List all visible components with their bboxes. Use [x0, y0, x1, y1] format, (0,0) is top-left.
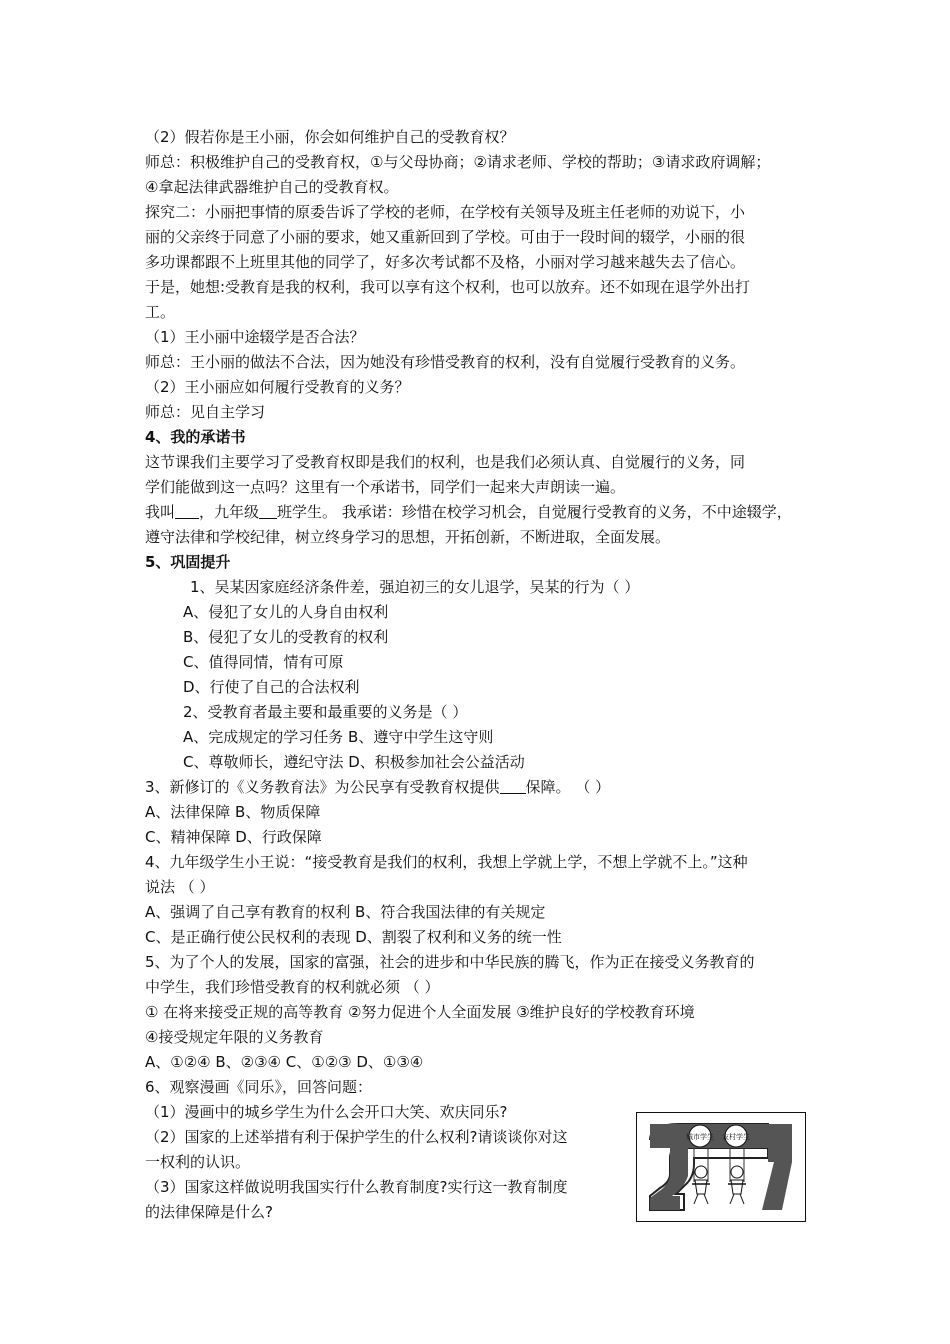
class-blank	[259, 502, 277, 519]
cartoon-frame	[695, 1166, 707, 1178]
exercise-2-options: C、尊敬师长，遵纪守法 D、积极参加社会公益活动	[183, 753, 525, 771]
rural-student-sign: 农村学生	[722, 1133, 750, 1141]
explore-2-para: 丽的父亲终于同意了小丽的要求，她又重新回到了学校。可由于一段时间的辍学，小丽的很	[145, 228, 746, 246]
exercise-4-options: C、是正确行使公民权利的表现 D、割裂了权利和义务的统一性	[145, 928, 562, 946]
cartoon-frame	[650, 1124, 792, 1148]
exercise-6-q1: （1）漫画中的城乡学生为什么会开口大笑、欢庆同乐?	[145, 1103, 508, 1121]
question-2-duty: （2）王小丽应如何履行受教育的义务？	[145, 378, 410, 396]
exercise-3-text: 3、新修订的《义务教育法》为公民享有受教育权提供	[145, 778, 500, 796]
exercise-6-q3-cont: 的法律保障是什么?	[145, 1203, 273, 1221]
teacher-summary-3: 师总：见自主学习	[145, 403, 266, 421]
exercise-4: 4、九年级学生小王说：“接受教育是我们的权利，我想上学就上学，不想上学就不上。”这种	[145, 853, 748, 871]
cartoon-frame	[695, 1180, 707, 1194]
teacher-summary-1: 师总：积极维护自己的受教育权，①与父母协商；②请求老师、学校的帮助；③请求政府调解；	[145, 153, 771, 171]
promise-statement	[145, 500, 810, 524]
answer-blank	[500, 777, 526, 794]
exercise-3	[145, 775, 810, 799]
exercise-4-cont: 说法 （ ）	[145, 878, 215, 896]
exercise-3-text: 保障。 （ ）	[525, 778, 611, 796]
explore-2-para: 工。	[145, 303, 176, 321]
section-4-heading: 4、我的承诺书	[145, 428, 246, 446]
cartoon-frame	[731, 1166, 743, 1178]
promise-text: 班学生。 我承诺：珍惜在校学习机会，自觉履行受教育的义务，不中途辍学，	[277, 503, 792, 521]
exercise-6-q2: （2）国家的上述举措有利于保护学生的什么权利?请谈谈你对这	[145, 1128, 568, 1146]
exercise-6-q2-cont: 一权利的认识。	[145, 1153, 251, 1171]
exercise-2-options: A、完成规定的学习任务 B、遵守中学生这守则	[183, 728, 494, 746]
teacher-summary-1-cont: ④拿起法律武器维护自己的受教育权。	[145, 178, 399, 196]
exercise-1-option: D、行使了自己的合法权利	[183, 678, 360, 696]
exercise-5: 5、为了个人的发展，国家的富强，社会的进步和中华民族的腾飞，作为正在接受义务教育的	[145, 953, 755, 971]
exercise-5-statements: ① 在将来接受正规的高等教育 ②努力促进个人全面发展 ③维护良好的学校教育环境	[145, 1003, 695, 1021]
exercise-2: 2、受教育者最主要和最重要的义务是（ ）	[183, 703, 468, 721]
explore-2-para: 探究二：小丽把事情的原委告诉了学校的老师，在学校有关领导及班主任老师的劝说下，小	[145, 203, 746, 221]
exercise-1: 1、吴某因家庭经济条件差，强迫初三的女儿退学，吴某的行为（ ）	[190, 578, 640, 596]
explore-2-para: 于是，她想:受教育是我的权利，我可以享有这个权利，也可以放弃。还不如现在退学外出打	[145, 278, 751, 296]
exercise-5-cont: 中学生，我们珍惜受教育的权利就必须 （ ）	[145, 978, 440, 996]
exercise-6-q3: （3）国家这样做说明我国实行什么教育制度?实行这一教育制度	[145, 1178, 568, 1196]
exercise-1-option: B、侵犯了女儿的受教育的权利	[183, 628, 389, 646]
city-student-sign: 城市学生	[686, 1133, 714, 1141]
promise-para: 遵守法律和学校纪律，树立终身学习的思想，开拓创新，不断进取，全面发展。	[145, 528, 671, 546]
promise-text: ，九年级	[199, 503, 260, 521]
name-blank	[175, 502, 199, 519]
explore-2-para: 多功课都跟不上班里其他的同学了，好多次考试都不及格，小丽对学习越来越失去了信心。	[145, 253, 746, 271]
question-2-rights: （2）假若你是王小丽，你会如何维护自己的受教育权？	[145, 128, 515, 146]
exercise-1-option: A、侵犯了女儿的人身自由权利	[183, 603, 389, 621]
question-1-legal: （1）王小丽中途辍学是否合法？	[145, 328, 365, 346]
teacher-summary-2: 师总：王小丽的做法不合法，因为她没有珍惜受教育的权利，没有自觉履行受教育的义务。	[145, 353, 746, 371]
exercise-3-options: C、精神保障 D、行政保障	[145, 828, 322, 846]
promise-para: 这节课我们主要学习了受教育权即是我们的权利，也是我们必须认真、自觉履行的义务，同	[145, 453, 746, 471]
exercise-5-answers: A、①②④ B、②③④ C、①②③ D、①③④	[145, 1053, 424, 1071]
cartoon-image	[636, 1112, 806, 1222]
exercise-4-options: A、强调了自己享有教育的权利 B、符合我国法律的有关规定	[145, 903, 546, 921]
cartoon-frame	[731, 1180, 743, 1194]
promise-text: 我叫	[145, 503, 176, 521]
exercise-1-option: C、值得同情，情有可原	[183, 653, 344, 671]
exercise-6: 6、观察漫画《同乐》，回答问题：	[145, 1078, 373, 1096]
section-5-heading: 5、巩固提升	[145, 553, 231, 571]
promise-para: 学们能做到这一点吗？这里有一个承诺书，同学们一起来大声朗读一遍。	[145, 478, 626, 496]
exercise-3-options: A、法律保障 B、物质保障	[145, 803, 321, 821]
exercise-5-statements: ④接受规定年限的义务教育	[145, 1028, 324, 1046]
